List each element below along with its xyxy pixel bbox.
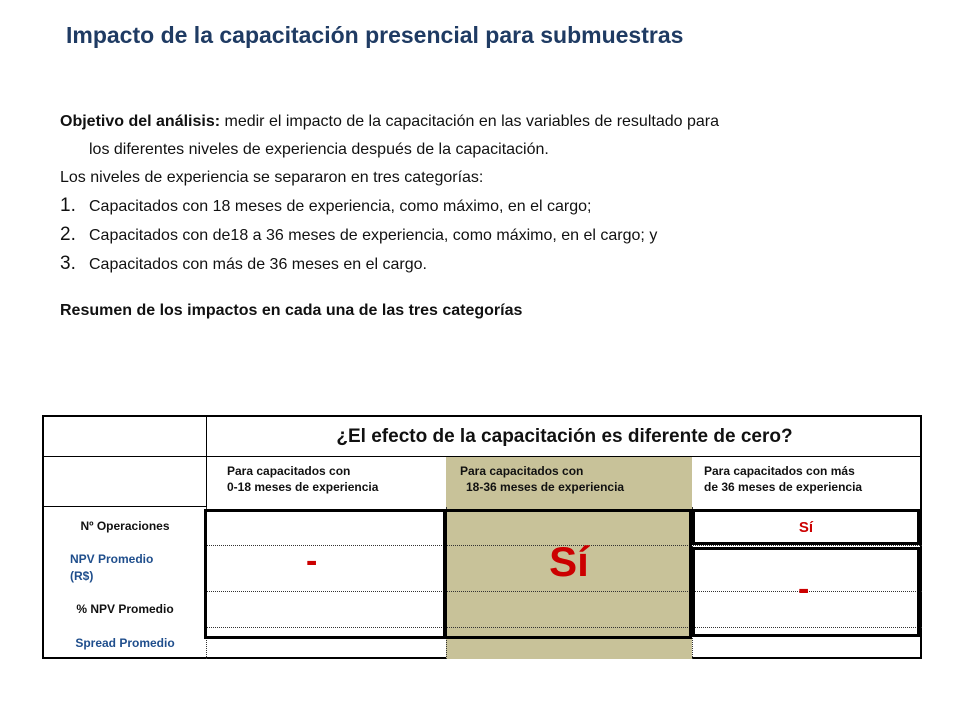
objective-label: Objetivo del análisis: [60,113,221,130]
level-text: Capacitados con 18 meses de experiencia, como máximo, en el cargo; [89,198,592,215]
column-header-line: 0-18 meses de experiencia [227,480,379,494]
levels-intro: Los niveles de experiencia se separaron en tres categorías: [60,169,484,186]
summary-heading: Resumen de los impactos en cada una de las tres categorías [60,302,523,319]
level-number: 1. [60,195,76,216]
table-header: ¿El efecto de la capacitación es diferente de cero? [206,417,922,457]
column-header-36-plus [692,457,922,507]
level-number: 3. [60,253,76,274]
result-yes-36-plus-ops: Sí [798,518,814,536]
page-title: Impacto de la capacitación presencial para submuestras [66,22,684,48]
objective-line-1 [60,108,920,136]
row-label-pct-npv: % NPV Promedio [76,602,174,616]
column-header-line: Para capacitados con más [704,464,855,478]
column-header-0-18 [206,457,446,507]
result-yes-18-36: Sí [549,538,589,585]
row-label-spread: Spread Promedio [75,636,175,650]
result-no-effect-36-plus: - [798,570,810,608]
level-item-1 [60,192,920,221]
column-header-line: 18-36 meses de experiencia [466,480,625,494]
column-header-18-36 [446,457,692,507]
result-box-0-18 [204,509,446,639]
level-text: Capacitados con más de 36 meses en el cargo. [89,256,427,273]
impact-summary-table [42,415,922,659]
column-header-line: de 36 meses de experiencia [704,480,863,494]
column-header-line: Para capacitados con [460,464,584,478]
level-text: Capacitados con de18 a 36 meses de experiencia, como máximo, en el cargo; y [89,227,658,244]
row-label-operaciones: Nº Operaciones [80,519,170,533]
analysis-description [60,108,920,325]
level-item-3 [60,250,920,279]
level-number: 2. [60,224,76,245]
result-no-effect-0-18: - [306,542,318,580]
row-label-npv-line2: (R$) [70,569,94,583]
row-label-npv [44,545,206,591]
row-label-npv-line1: NPV Promedio [70,552,154,566]
level-item-2 [60,221,920,250]
corner-cell-top [44,417,206,457]
objective-text-1: medir el impacto de la capacitación en las variables de resultado para [220,113,719,130]
corner-cell-sub [44,457,206,507]
objective-line-2: los diferentes niveles de experiencia después de la capacitación. [89,141,549,158]
column-header-line: Para capacitados con [227,464,351,478]
